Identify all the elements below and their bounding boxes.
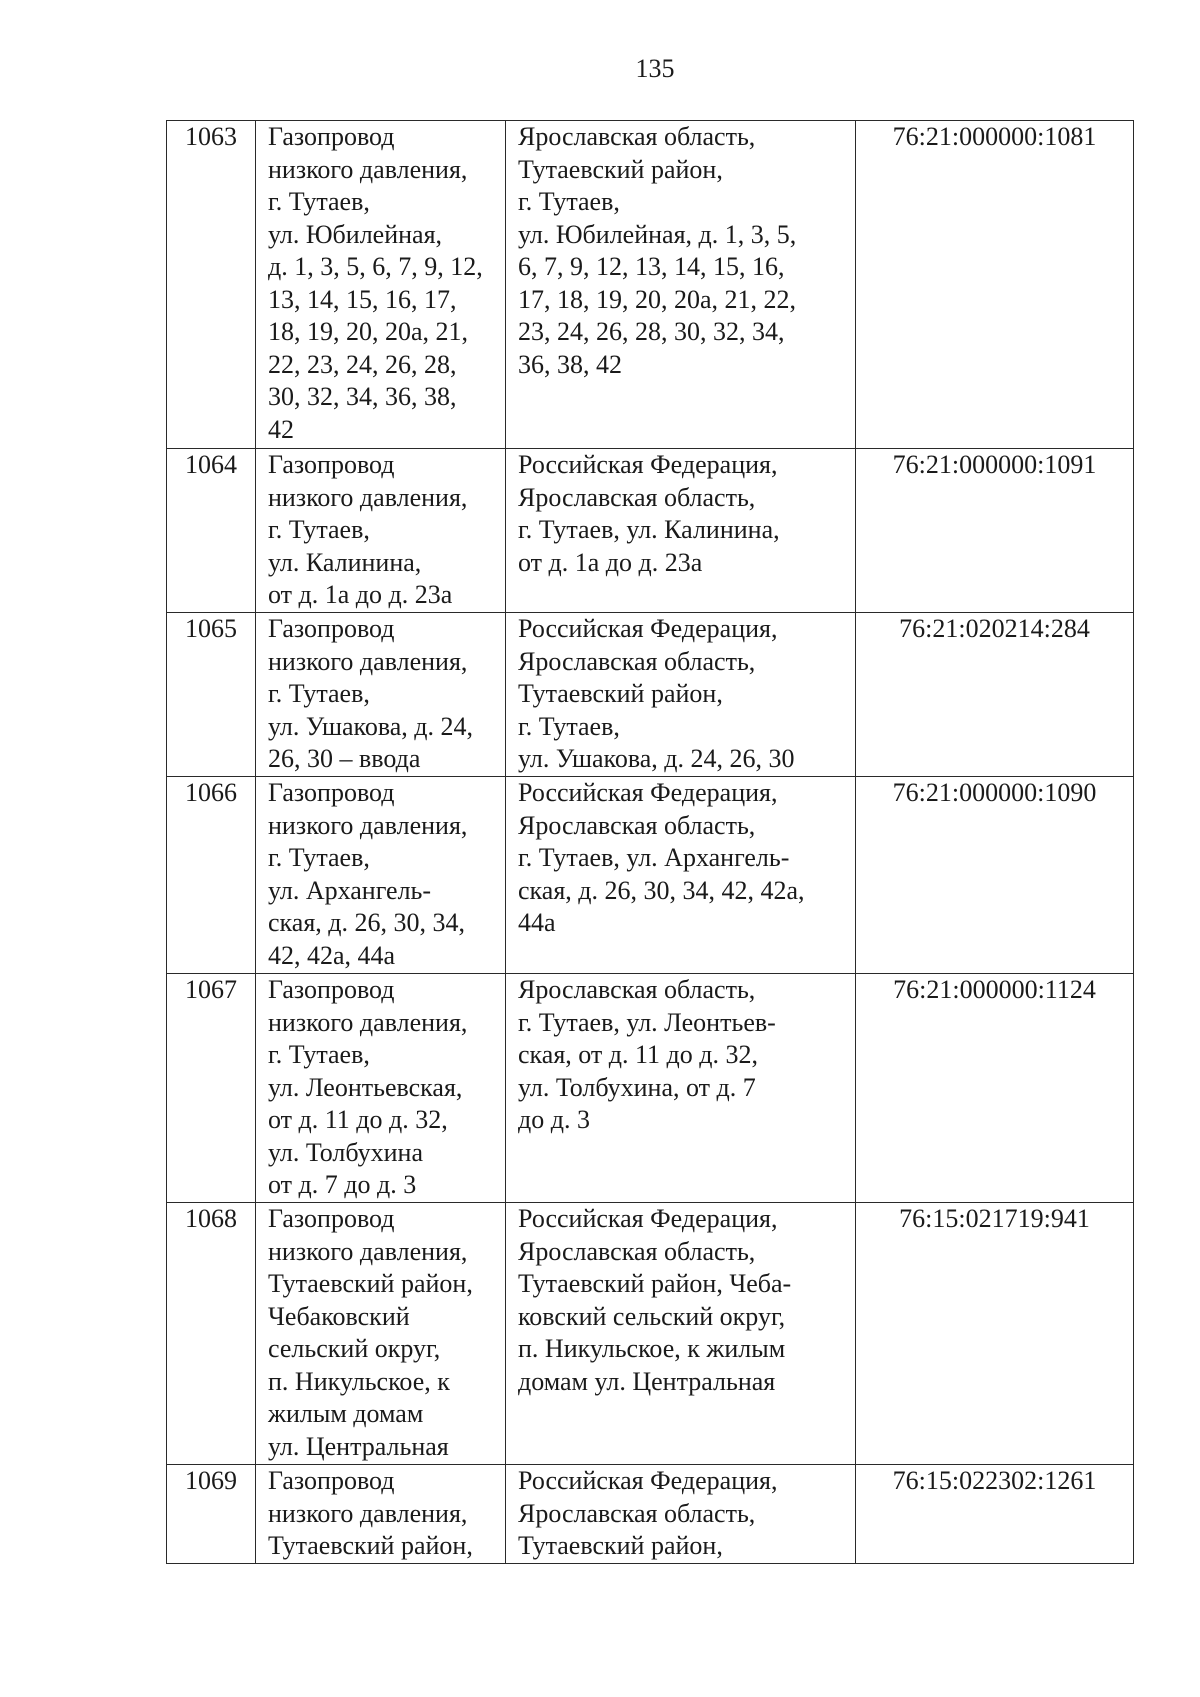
object-name: Газопровод низкого давления, Тутаевский район, Чебаковский сельский округ, п. Никульское, к жилым домам ул. Центральная: [256, 1203, 506, 1465]
row-number: 1064: [167, 449, 256, 613]
table-row: [167, 613, 1134, 777]
cadastral-number: 76:15:022302:1261: [856, 1465, 1134, 1564]
table-row: [167, 1203, 1134, 1465]
row-number: 1066: [167, 777, 256, 974]
object-address: Российская Федерация, Ярославская область, Тутаевский район,: [506, 1465, 856, 1564]
table-row: [167, 1465, 1134, 1564]
table-row: [167, 974, 1134, 1203]
object-name: Газопровод низкого давления, г. Тутаев, ул. Юбилейная, д. 1, 3, 5, 6, 7, 9, 12, 13, 14, 15, 16, 17, 18, 19, 20, 20а, 21, 22, 23, 24, 26, 28, 30, 32, 34, 36, 38, 42: [256, 121, 506, 449]
cadastral-number: 76:21:000000:1090: [856, 777, 1134, 974]
object-name: Газопровод низкого давления, г. Тутаев, ул. Калинина, от д. 1а до д. 23а: [256, 449, 506, 613]
row-number: 1067: [167, 974, 256, 1203]
object-address: Российская Федерация, Ярославская область, Тутаевский район, Чеба- ковский сельский округ, п. Никульское, к жилым домам ул. Центральная: [506, 1203, 856, 1465]
object-name: Газопровод низкого давления, г. Тутаев, ул. Архангель- ская, д. 26, 30, 34, 42, 42а, 44а: [256, 777, 506, 974]
object-address: Российская Федерация, Ярославская область, г. Тутаев, ул. Архангель- ская, д. 26, 30, 34, 42, 42а, 44а: [506, 777, 856, 974]
cadastral-number: 76:21:020214:284: [856, 613, 1134, 777]
cadastral-number: 76:21:000000:1124: [856, 974, 1134, 1203]
object-address: Ярославская область, г. Тутаев, ул. Леонтьев- ская, от д. 11 до д. 32, ул. Толбухина, от д. 7 до д. 3: [506, 974, 856, 1203]
object-address: Российская Федерация, Ярославская область, Тутаевский район, г. Тутаев, ул. Ушакова, д. 24, 26, 30: [506, 613, 856, 777]
object-name: Газопровод низкого давления, Тутаевский район,: [256, 1465, 506, 1564]
object-address: Ярославская область, Тутаевский район, г. Тутаев, ул. Юбилейная, д. 1, 3, 5, 6, 7, 9, 12, 13, 14, 15, 16, 17, 18, 19, 20, 20а, 21, 22, 23, 24, 26, 28, 30, 32, 34, 36, 38, 42: [506, 121, 856, 449]
page-number: 135: [635, 54, 675, 83]
object-name: Газопровод низкого давления, г. Тутаев, ул. Ушакова, д. 24, 26, 30 – ввода: [256, 613, 506, 777]
table-row: [167, 777, 1134, 974]
object-name: Газопровод низкого давления, г. Тутаев, ул. Леонтьевская, от д. 11 до д. 32, ул. Толбухина от д. 7 до д. 3: [256, 974, 506, 1203]
cadastral-number: 76:15:021719:941: [856, 1203, 1134, 1465]
table-row: [167, 449, 1134, 613]
object-address: Российская Федерация, Ярославская область, г. Тутаев, ул. Калинина, от д. 1а до д. 23а: [506, 449, 856, 613]
cadastral-number: 76:21:000000:1081: [856, 121, 1134, 449]
row-number: 1065: [167, 613, 256, 777]
row-number: 1068: [167, 1203, 256, 1465]
registry-table: [166, 120, 1134, 1564]
table-row: [167, 121, 1134, 449]
row-number: 1069: [167, 1465, 256, 1564]
row-number: 1063: [167, 121, 256, 449]
cadastral-number: 76:21:000000:1091: [856, 449, 1134, 613]
